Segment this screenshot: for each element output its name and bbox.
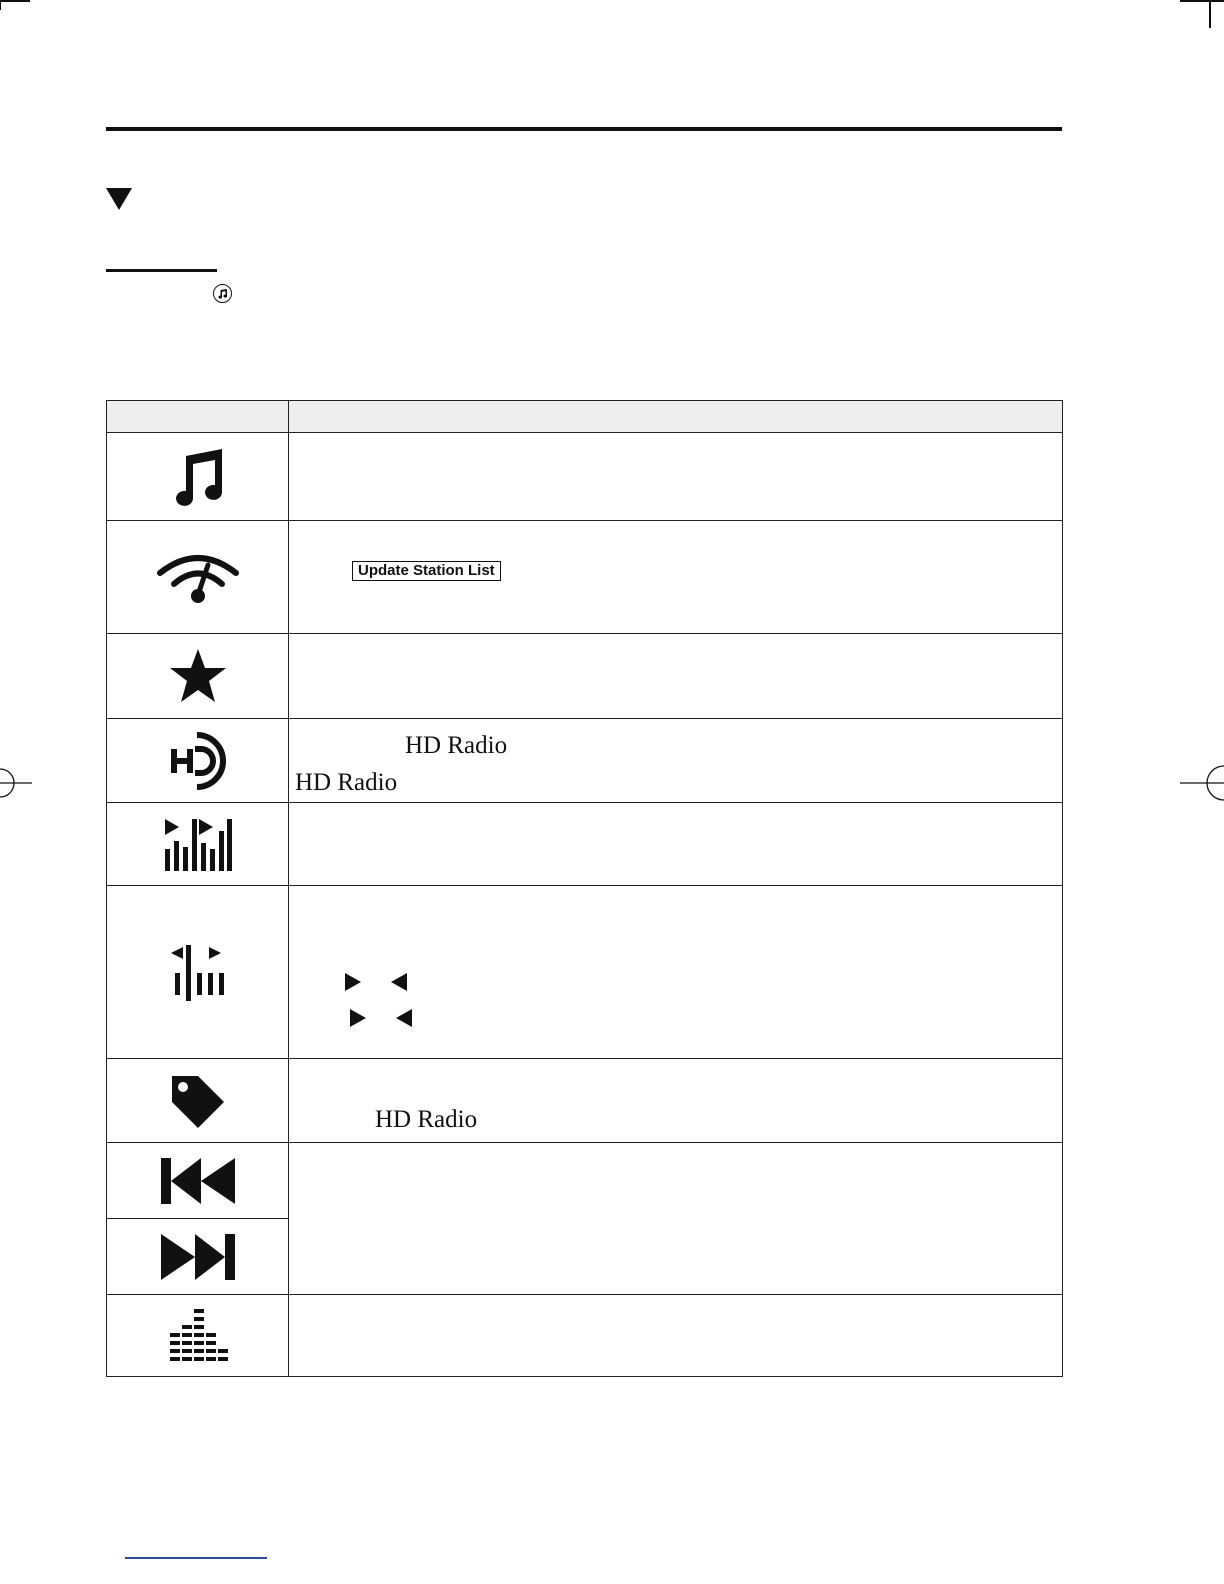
- table-header-row: [107, 401, 1063, 433]
- sound-settings-icon[interactable]: [166, 1309, 230, 1363]
- footer-rule: [125, 1557, 267, 1559]
- crop-mark: [1180, 0, 1224, 2]
- table-row: [107, 1143, 1063, 1219]
- table-row: [107, 886, 1063, 1059]
- description-cell: [289, 803, 1063, 886]
- tune-up-arrow-icon: [345, 973, 361, 991]
- table-row: [107, 521, 1063, 634]
- crop-mark: [0, 0, 30, 2]
- description-cell: [289, 433, 1063, 521]
- table-header-function-column: [289, 401, 1063, 433]
- section-marker-icon: [106, 188, 132, 210]
- table-row: [107, 1059, 1063, 1143]
- music-note-inline-icon: [213, 284, 232, 303]
- manual-tuning-icon[interactable]: [169, 943, 227, 1001]
- icon-cell: [107, 433, 289, 521]
- description-cell: [289, 1143, 1063, 1295]
- icon-cell: [107, 521, 289, 634]
- tune-down-arrow-icon: [391, 973, 407, 991]
- description-cell: [289, 634, 1063, 719]
- table-row: [107, 1295, 1063, 1377]
- table-row: [107, 719, 1063, 803]
- table-row: [107, 803, 1063, 886]
- icon-cell: [107, 886, 289, 1059]
- radio-icon-table: [106, 400, 1063, 1377]
- hd-radio-icon[interactable]: [167, 731, 229, 791]
- crop-mark: [0, 0, 1, 10]
- station-list-icon[interactable]: [156, 549, 240, 605]
- seek-next-icon[interactable]: [161, 1234, 235, 1280]
- music-note-icon[interactable]: [170, 446, 226, 508]
- table-row: [107, 634, 1063, 719]
- hd-radio-label: HD Radio: [405, 732, 508, 759]
- crop-mark: [1209, 0, 1211, 28]
- table-row: [107, 433, 1063, 521]
- icon-cell: [107, 1059, 289, 1143]
- hd-radio-label: HD Radio: [375, 1106, 478, 1133]
- tag-icon[interactable]: [168, 1072, 228, 1130]
- hd-radio-label: HD Radio: [295, 769, 398, 796]
- registration-mark-right: [1180, 762, 1224, 804]
- description-cell: [289, 719, 1063, 803]
- description-cell: [289, 521, 1063, 634]
- icon-cell: [107, 1219, 289, 1295]
- icon-cell: [107, 719, 289, 803]
- seek-previous-icon[interactable]: [161, 1158, 235, 1204]
- favorite-star-icon[interactable]: [168, 647, 228, 705]
- icon-cell: [107, 803, 289, 886]
- description-cell: [289, 1295, 1063, 1377]
- description-cell: [289, 886, 1063, 1059]
- icon-cell: [107, 634, 289, 719]
- description-cell: [289, 1059, 1063, 1143]
- section-header-rule: [106, 127, 1062, 131]
- subsection-underline: [106, 269, 217, 272]
- registration-mark-left: [0, 762, 40, 804]
- table-header-icon-column: [107, 401, 289, 433]
- tune-down-arrow-icon: [396, 1009, 412, 1027]
- icon-cell: [107, 1143, 289, 1219]
- icon-cell: [107, 1295, 289, 1377]
- scan-icon[interactable]: [163, 817, 233, 871]
- tune-up-arrow-icon: [350, 1009, 366, 1027]
- update-station-list-button[interactable]: Update Station List: [352, 561, 501, 581]
